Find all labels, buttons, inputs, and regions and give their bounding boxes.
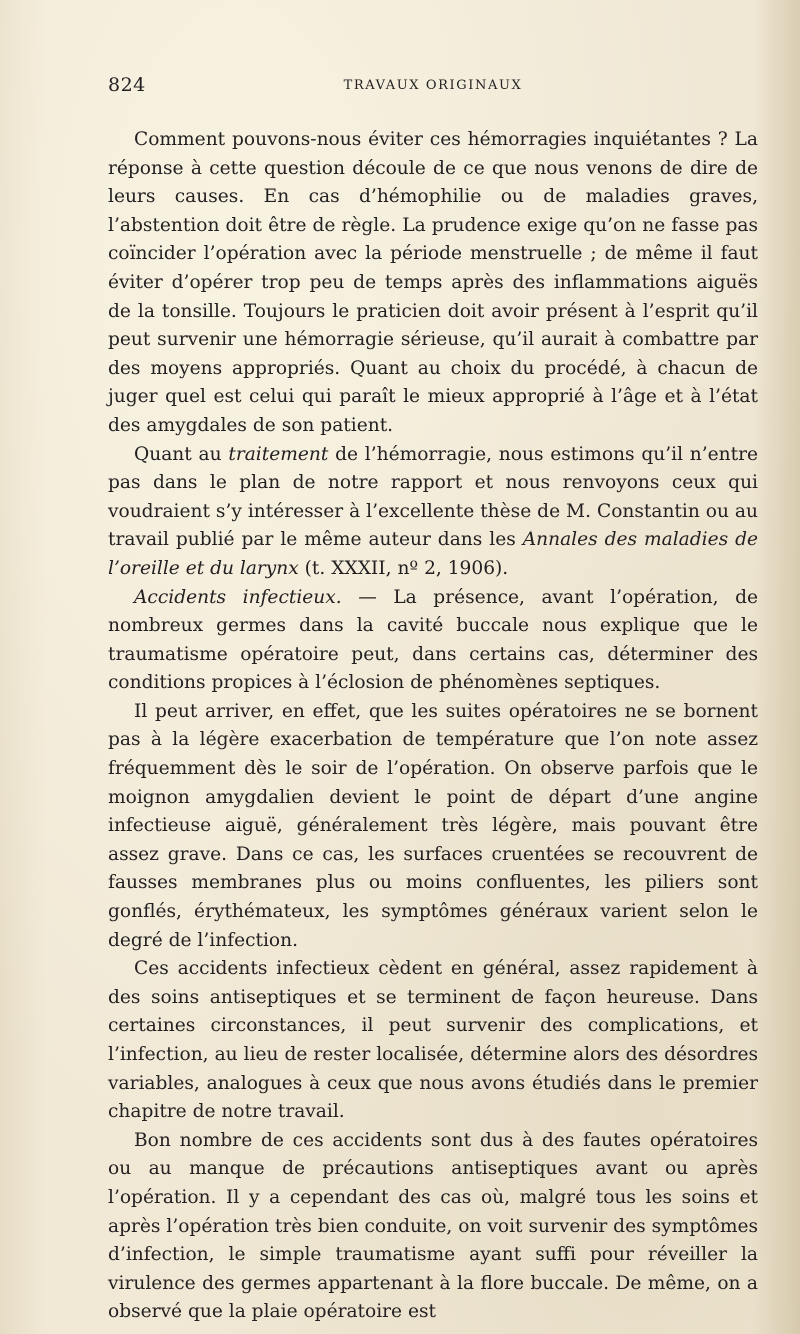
paragraph-operative-faults: Bon nombre de ces accidents sont dus à des fautes opératoires ou au manque de précautions antiseptiques avant ou après l’opération. Il y a cependant des cas où, malgré tous les soins et après l’opération très bien conduite, on voit survenir des symptômes d’infection, le simple traumatisme ayant suffi pour réveiller la virulence des germes appartenant à la flore buccale. De même, on a observé que la plaie opératoire est [108,1129,758,1323]
body-text [108,126,758,1327]
italic-term: traitement [228,443,329,465]
paragraph-text: — La présence, avant l’opération, de nombreux germes dans la cavité buccale nous explique que le traumatisme opératoire peut, dans certains cas, déterminer des conditions propices à l’éclosion de phénomènes septiques. [108,586,758,694]
paragraph-postoperative-course: Il peut arriver, en effet, que les suites opératoires ne se bornent pas à la légère exacerbation de température que l’on note assez fréquemment dès le soir de l’opération. On observe parfois que le moignon amygdalien devient le point de départ d’une angine infectieuse aiguë, généralement très légère, mais pouvant être assez grave. Dans ce cas, les surfaces cruentées se recouvrent de fausses membranes plus ou moins confluentes, les piliers sont gonflés, érythémateux, les symptômes généraux varient selon le degré de l’infection. [108,700,758,951]
paragraph-infectious-accidents [108,584,758,698]
paragraph-hemorrhage-prevention: Comment pouvons-nous éviter ces hémorragies inquiétantes ? La réponse à cette question découle de ce que nous venons de dire de leurs causes. En cas d’hémophilie ou de maladies graves, l’abstention doit être de règle. La prudence exige qu’on ne fasse pas coïncider l’opération avec la période menstruelle ; de même il faut éviter d’opérer trop peu de temps après des inflammations aiguës de la tonsille. Toujours le praticien doit avoir présent à l’esprit qu’il peut survenir une hémorragie sérieuse, qu’il aurait à combattre par des moyens appropriés. Quant au choix du procédé, à chacun de juger quel est celui qui paraît le mieux approprié à l’âge et à l’état des amygdales de son patient. [108,129,758,436]
running-head: TRAVAUX ORIGINAUX [343,78,523,93]
paragraph-hemorrhage-treatment [108,441,758,584]
paragraph-text: Quant au [134,443,229,465]
paragraph-infection-outcome: Ces accidents infectieux cèdent en général, assez rapidement à des soins antiseptiques et se terminent de façon heureuse. Dans certaines circonstances, il peut survenir des complications, et l’infection, au lieu de rester localisée, détermine alors des désordres variables, analogues à ceux que nous avons étudiés dans le premier chapitre de notre travail. [108,958,758,1123]
page-header [108,74,758,104]
section-heading: Accidents infectieux. [134,586,342,608]
paragraph-text: (t. XXXII, nº 2, 1906). [298,557,509,579]
page-number: 824 [108,74,146,96]
paragraph-text: de l’hémorragie, nous estimons qu’il n’entre pas dans le plan de notre rapport et nous renvoyons ceux qui voudraient s’y intéresser à l’excellente thèse de M. Constantin ou au travail publié par le même auteur dans les [108,443,759,551]
journal-title: Annales des maladies de l’oreille et du larynx [108,529,759,579]
